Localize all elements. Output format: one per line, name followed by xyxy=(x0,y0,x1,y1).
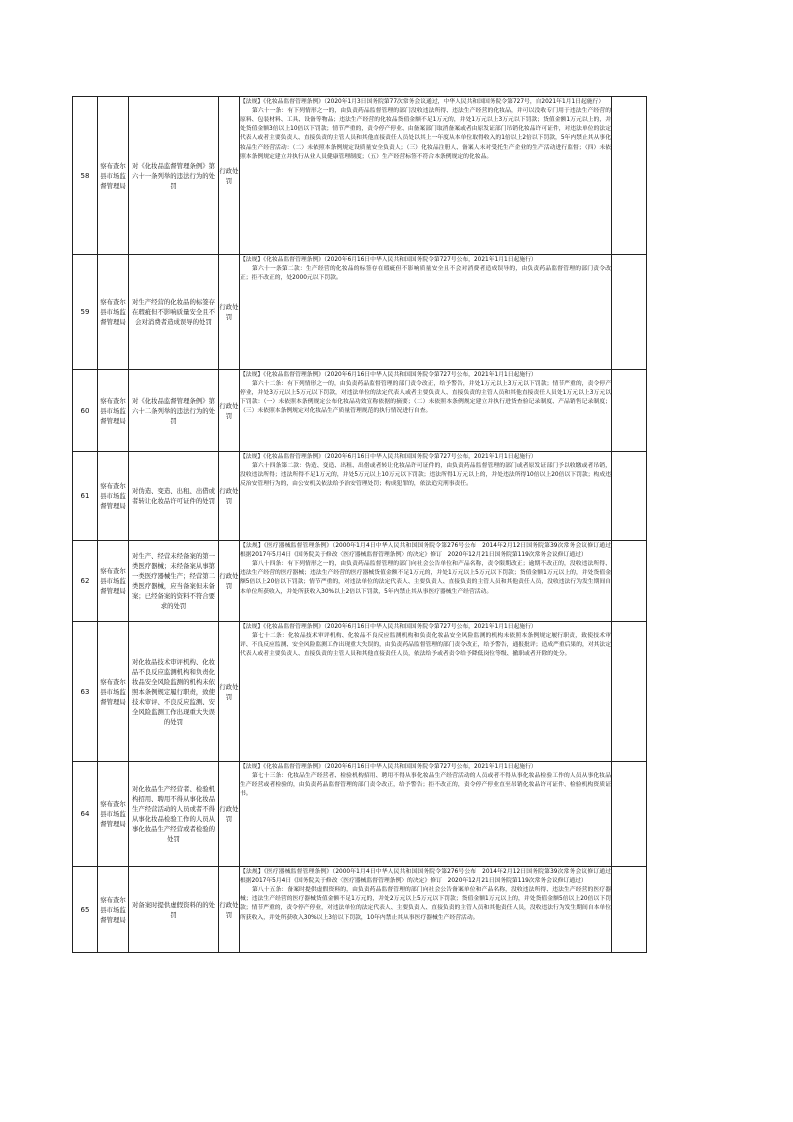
row-number: 59 xyxy=(73,255,98,370)
empty-cell xyxy=(612,97,647,255)
basis-title: 【法规】《化妆品监督管理条例》（2020年6月16日中华人民共和国国务院令第727号公布，2021年1月1日起施行） xyxy=(240,623,537,630)
department: 察布查尔县市场监督管理局 xyxy=(98,452,129,541)
basis-title: 【法规】《化妆品监督管理条例》（2020年6月16日中华人民共和国国务院令第727号公布，2021年1月1日起施行） xyxy=(240,371,537,378)
empty-cell xyxy=(612,867,647,953)
table-row xyxy=(73,452,647,541)
item-type: 行政处罚 xyxy=(219,762,240,867)
table-row xyxy=(73,255,647,370)
department: 察布查尔县市场监督管理局 xyxy=(98,762,129,867)
row-number: 63 xyxy=(73,622,98,762)
department: 察布查尔县市场监督管理局 xyxy=(98,370,129,452)
basis-title: 【法规】《化妆品监督管理条例》（2020年6月16日中华人民共和国国务院令第727号公布，2021年1月1日起施行） xyxy=(240,256,537,263)
table-row xyxy=(73,370,647,452)
item-type: 行政处罚 xyxy=(219,867,240,953)
basis-title: 【法规】《化妆品监督管理条例》（2020年6月16日中华人民共和国国务院令第727号公布，2021年1月1日起施行） xyxy=(240,763,537,770)
item-type: 行政处罚 xyxy=(219,97,240,255)
table-row xyxy=(73,97,647,255)
item-name: 对《化妆品监督管理条例》第六十一条列举的违法行为的处罚 xyxy=(129,97,219,255)
row-number: 65 xyxy=(73,867,98,953)
row-number: 64 xyxy=(73,762,98,867)
table-row xyxy=(73,541,647,622)
row-number: 61 xyxy=(73,452,98,541)
table-row xyxy=(73,622,647,762)
basis-title: 【法规】《医疗器械监督管理条例》（2000年1月4日中华人民共和国国务院令第276号公布 2014年2月12日国务院第39次常务会议修订通过 根据2017年5月4日《国务院关于修改〈医疗器械监督管理条例〉的决定》修订 2020年12月21日国务院第119次常务会议修订通过） xyxy=(240,868,617,884)
legal-basis xyxy=(240,622,612,762)
item-name: 对生产经营的化妆品的标签存在瑕疵但不影响质量安全且不会对消费者造成误导的处罚 xyxy=(129,255,219,370)
legal-basis xyxy=(240,867,617,953)
basis-clause: 第八十五条：备案时提供虚假资料的，由负责药品监督管理的部门向社会公告备案单位和产品名称，没收违法所得、违法生产经营的医疗器械；违法生产经营的医疗器械货值金额不足1万元的，并处2万元以上5万元以下罚款；货值金额1万元以上的，并处货值金额5倍以上20倍以下罚款；情节严重的，责令停产停业，对违法单位的法定代表人、主要负责人、直接负责的主管人员和其他责任人员，没收违法行为发生期间自本单位所获收入，并处所获收入30%以上3倍以下罚款，10年内禁止其从事医疗器械生产经营活动。 xyxy=(240,886,612,921)
empty-cell xyxy=(612,370,647,452)
legal-basis xyxy=(240,255,612,370)
item-name: 对化妆品生产经营者、检验机构招用、聘用不得从事化妆品生产经营活动的人员或者不得从事化妆品检验工作的人员从事化妆品生产经营或者检验的处罚 xyxy=(129,762,219,867)
empty-cell xyxy=(612,541,647,622)
basis-clause: 第六十一条第二款：生产经营的化妆品的标签存在瑕疵但不影响质量安全且不会对消费者造成误导的，由负责药品监督管理的部门责令改正；拒不改正的，处2000元以下罚款。 xyxy=(240,265,611,281)
row-number: 62 xyxy=(73,541,98,622)
row-number: 60 xyxy=(73,370,98,452)
item-type: 行政处罚 xyxy=(219,370,240,452)
department: 察布查尔县市场监督管理局 xyxy=(98,867,129,953)
item-name: 对备案时提供虚假资料的的处罚 xyxy=(129,867,219,953)
regulation-table xyxy=(72,96,647,953)
basis-clause: 第八十四条：有下列情形之一的，由负责药品监督管理的部门向社会公告单位和产品名称，责令限期改正；逾期不改正的，没收违法所得、违法生产经营的医疗器械；违法生产经营的医疗器械货值金额不足1万元的，并处1万元以上5万元以下罚款；货值金额1万元以上的，并处货值金额5倍以上20倍以下罚款；情节严重的，对违法单位的法定代表人、主要负责人、直接负责的主管人员和其他责任人员，没收违法行为发生期间自本单位所获收入，并处所获收入30%以上2倍以下罚款，5年内禁止其从事医疗器械生产经营活动。 xyxy=(240,560,611,595)
department: 察布查尔县市场监督管理局 xyxy=(98,97,129,255)
item-name: 对《化妆品监督管理条例》第六十二条列举的违法行为的处罚 xyxy=(129,370,219,452)
department: 察布查尔县市场监督管理局 xyxy=(98,541,129,622)
legal-basis xyxy=(240,452,612,541)
item-name: 对化妆品技术审评机构、化妆品不良反应监测机构和负责化妆品安全风险监测的机构未依照本条例规定履行职责，致使技术审评、不良反应监测、安全风险监测工作出现重大失误的处罚 xyxy=(129,622,219,762)
item-name: 对生产、经营未经备案的第一类医疗器械；未经备案从事第一类医疗器械生产；经营第二类医疗器械，应当备案但未备案；已经备案的资料不符合要求的处罚 xyxy=(129,541,219,622)
item-type: 行政处罚 xyxy=(219,255,240,370)
basis-title: 【法规】《医疗器械监督管理条例》（2000年1月4日中华人民共和国国务院令第276号公布 2014年2月12日国务院第39次常务会议修订通过 根据2017年5月4日《国务院关于修改〈医疗器械监督管理条例〉的决定》修订 2020年12月21日国务院第119次常务会议修订通过） xyxy=(240,542,617,558)
basis-title: 【法规】《化妆品监督管理条例》（2020年6月16日中华人民共和国国务院令第727号公布，2021年1月1日起施行） xyxy=(240,453,537,460)
legal-basis xyxy=(240,541,617,622)
basis-clause: 第七十二条：化妆品技术审评机构、化妆品不良反应监测机构和负责化妆品安全风险监测的机构未依照本条例规定履行职责，致使技术审评、不良反应监测、安全风险监测工作出现重大失误的，由负责药品监督管理的部门责令改正，给予警告，通报批评；造成严重后果的，对其法定代表人或者主要负责人、直接负责的主管人员和其他直接责任人员，依法给予或者责令给予降低岗位等级、撤职或者开除的处分。 xyxy=(240,632,612,658)
empty-cell xyxy=(612,762,647,867)
legal-basis xyxy=(240,370,612,452)
row-number: 58 xyxy=(73,97,98,255)
empty-cell xyxy=(612,452,647,541)
basis-clause: 第六十四条第二款：伪造、变造、出租、出借或者转让化妆品许可证件的，由负责药品监督管理的部门或者原发证部门予以收缴或者吊销，没收违法所得；违法所得不足1万元的，并处5万元以上10万元以下罚款；违法所得1万元以上的，并处违法所得10倍以上20倍以下罚款；构成违反治安管理行为的，由公安机关依法给予治安管理处罚；构成犯罪的，依法追究刑事责任。 xyxy=(240,462,611,488)
item-type: 行政处罚 xyxy=(219,452,240,541)
basis-clause: 第七十三条：化妆品生产经营者、检验机构招用、聘用不得从事化妆品生产经营活动的人员或者不得从事化妆品检验工作的人员从事化妆品生产经营或者检验的，由负责药品监督管理的部门责令改正，给予警告；拒不改正的，责令停产停业直至吊销化妆品许可证件、检验机构资质证书。 xyxy=(240,772,611,798)
table-row xyxy=(73,867,647,953)
empty-cell xyxy=(612,255,647,370)
legal-basis xyxy=(240,97,612,255)
item-type: 行政处罚 xyxy=(219,541,240,622)
item-type: 行政处罚 xyxy=(219,622,240,762)
basis-clause: 第六十一条：有下列情形之一的，由负责药品监督管理的部门没收违法所得、违法生产经营的化妆品，并可以没收专门用于违法生产经营的原料、包装材料、工具、设备等物品；违法生产经营的化妆品货值金额不足1万元的，并处1万元以上3万元以下罚款；货值金额1万元以上的，并处货值金额3倍以上10倍以下罚款；情节严重的，责令停产停业、由备案部门取消备案或者由原发证部门吊销化妆品许可证件，对违法单位的法定代表人或者主要负责人、直接负责的主管人员和其他直接责任人员处以其上一年度从本单位取得收入的1倍以上2倍以下罚款，5年内禁止其从事化妆品生产经营活动：（二）未依照本条例规定设质量安全负责人；（三）化妆品注册人、备案人未对受托生产企业的生产活动进行监督；（四）未依照本条例规定建立并执行从业人员健康管理制度；（五）生产经营标签不符合本条例规定的化妆品。 xyxy=(240,107,611,160)
department: 察布查尔县市场监督管理局 xyxy=(98,255,129,370)
legal-basis xyxy=(240,762,612,867)
item-name: 对伪造、变造、出租、出借或者转让化妆品许可证件的处罚 xyxy=(129,452,219,541)
basis-title: 【法规】《化妆品监督管理条例》（2020年1月3日国务院第77次常务会议通过，中华人民共和国国务院令第727号，自2021年1月1日起施行） xyxy=(240,98,605,105)
basis-clause: 第六十二条：有下列情形之一的，由负责药品监督管理的部门责令改正，给予警告，并处1万元以上3万元以下罚款；情节严重的，责令停产停业，并处3万元以上5万元以下罚款，对违法单位的法定代表人或者主要负责人、直接负责的主管人员和其他直接责任人员处1万元以上3万元以下罚款：（一）未依照本条例规定公布化妆品功效宣称依据的摘要；（二）未依照本条例规定建立并执行进货查验记录制度、产品销售记录制度；（三）未依照本条例规定对化妆品生产质量管理规范的执行情况进行自查。 xyxy=(240,380,611,415)
table-row xyxy=(73,762,647,867)
empty-cell xyxy=(612,622,647,762)
department: 察布查尔县市场监督管理局 xyxy=(98,622,129,762)
